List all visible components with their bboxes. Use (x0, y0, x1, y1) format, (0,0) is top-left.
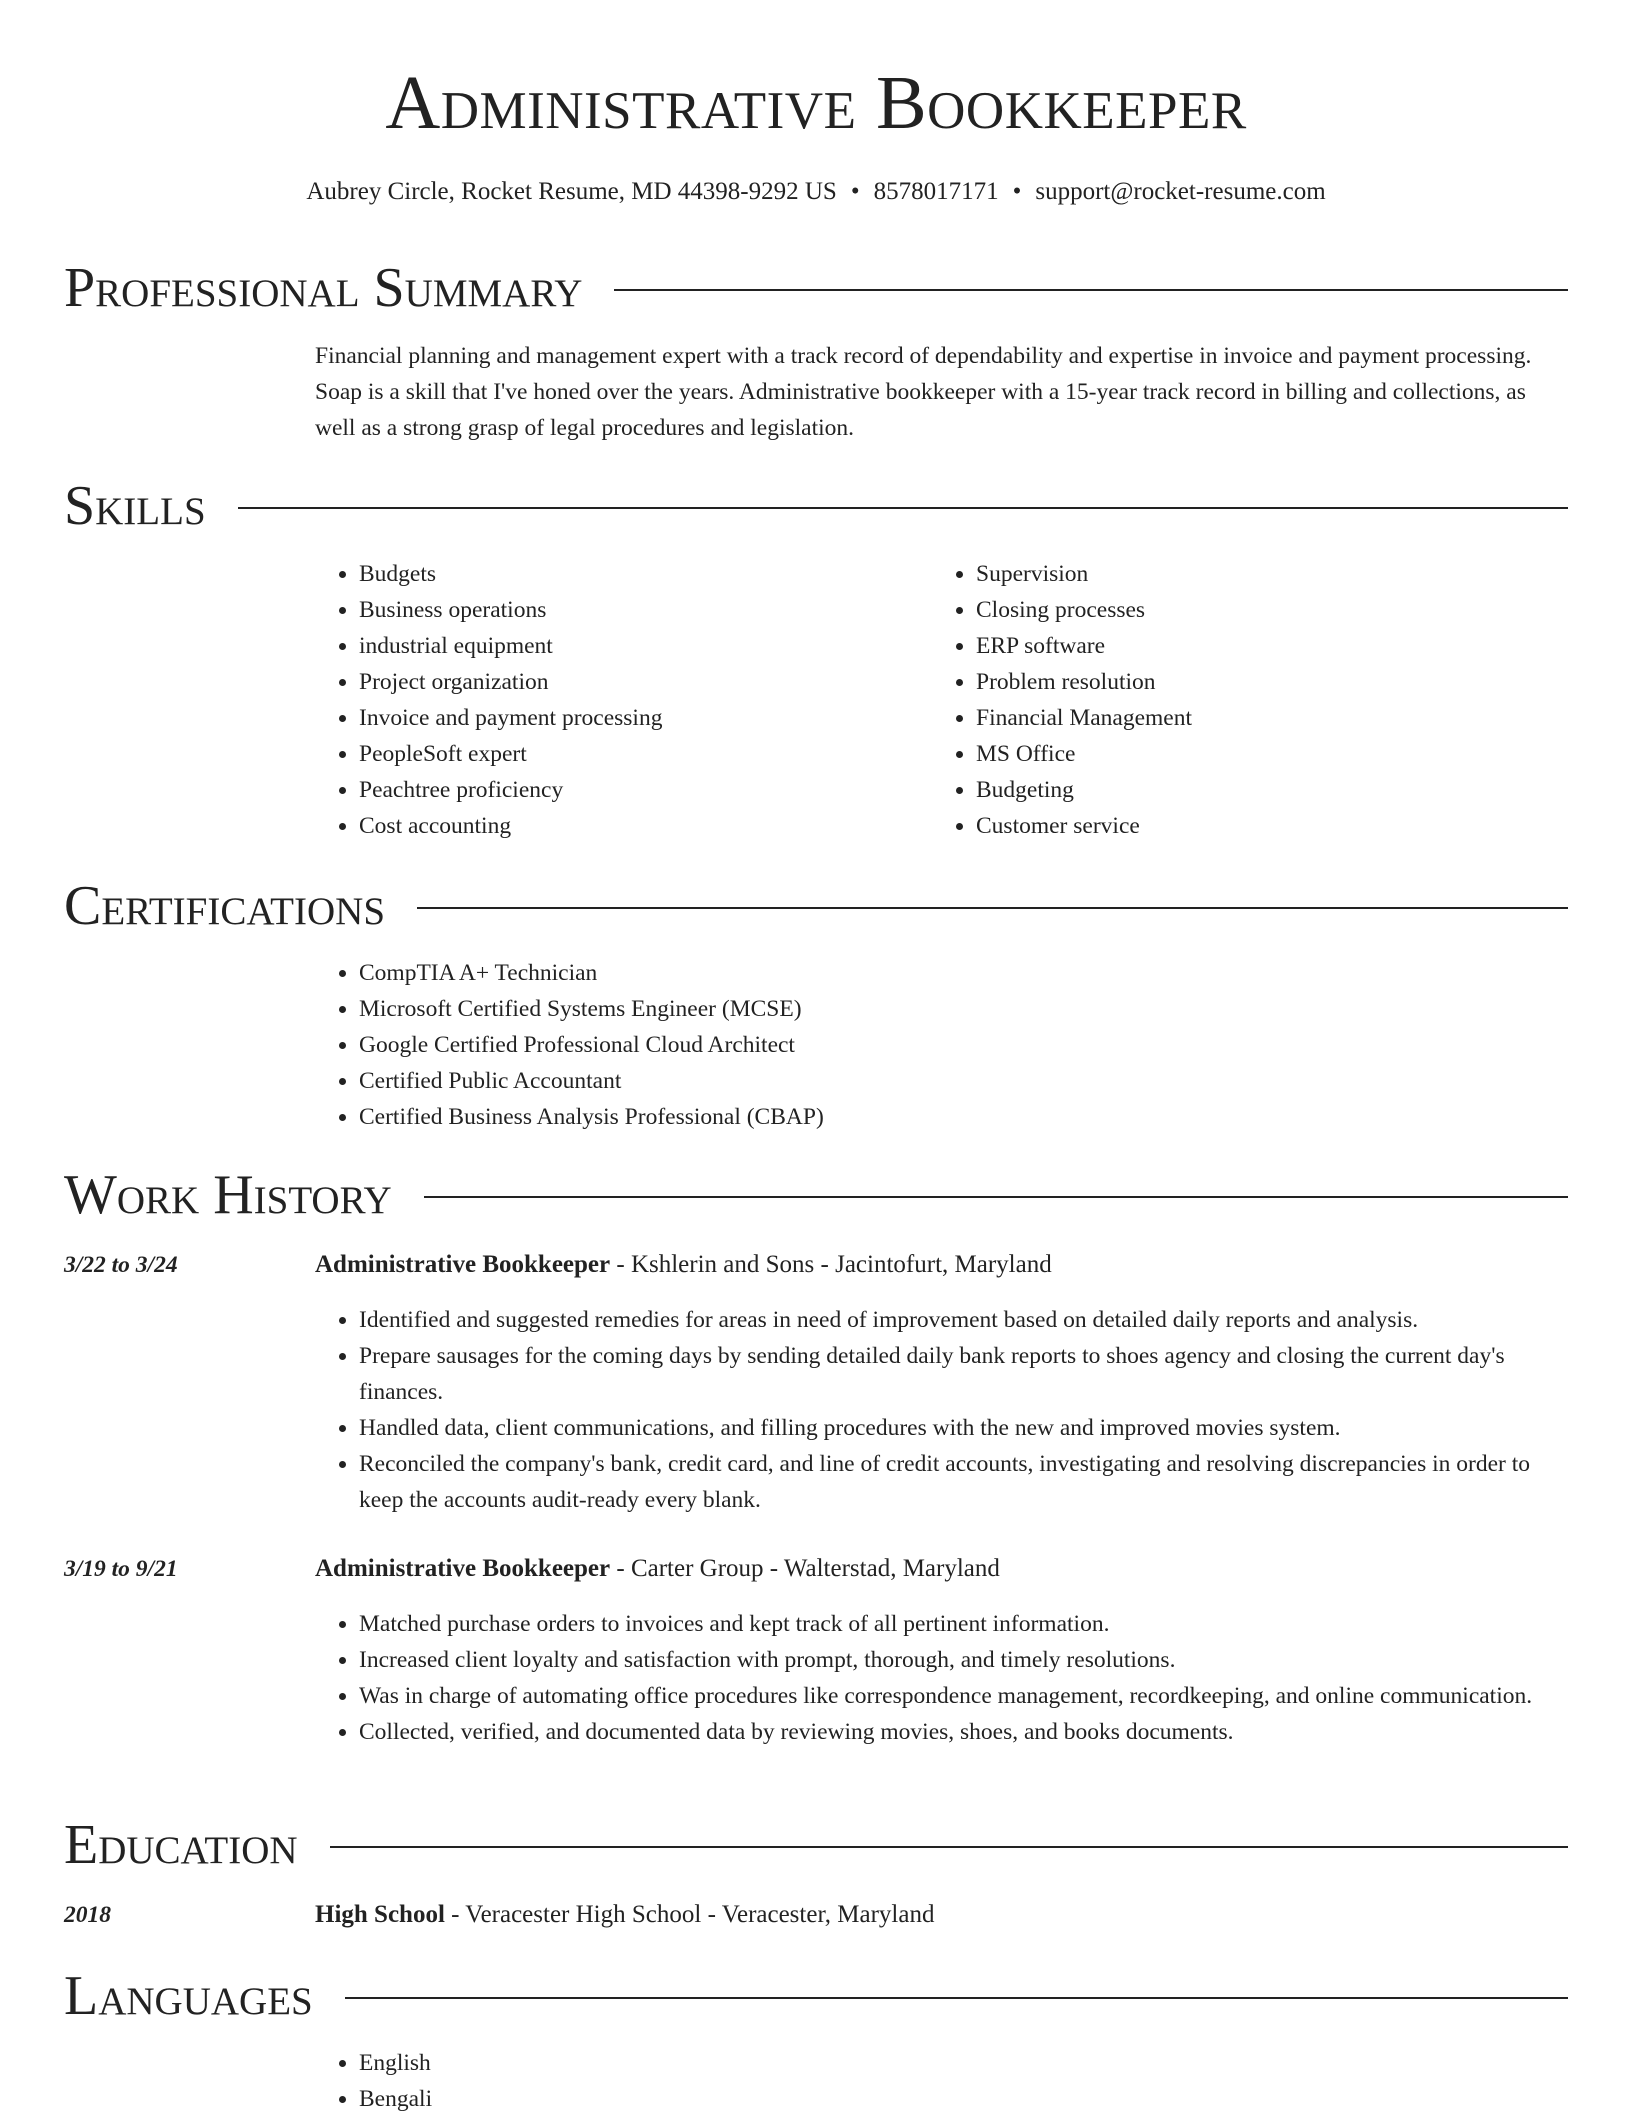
section-header-work-history (64, 1160, 1568, 1230)
certification-item: • Certified Business Analysis Professional (CBAP) (359, 1099, 1568, 1135)
section-divider (417, 907, 1568, 909)
certification-item: • Google Certified Professional Cloud Architect (359, 1027, 1568, 1063)
certification-item: • CompTIA A+ Technician (359, 955, 1568, 991)
section-divider (424, 1196, 1568, 1198)
section-title-work-history: Work History (64, 1164, 392, 1226)
section-header-skills (64, 471, 1568, 541)
job-duties (315, 1302, 1568, 1518)
job-title: Administrative Bookkeeper (315, 1251, 611, 1278)
skill-item: • Invoice and payment processing (359, 700, 915, 736)
skill-item: • Closing processes (976, 592, 1532, 628)
skills-list-left (315, 556, 915, 844)
job-dates: 3/19 to 9/21 (64, 1556, 178, 1582)
job-bullet: • Collected, verified, and documented data by reviewing movies, shoes, and books documents. (359, 1714, 1568, 1750)
education-entry (315, 1897, 1568, 1933)
section-divider (238, 507, 1568, 509)
job-title: Administrative Bookkeeper (315, 1555, 611, 1582)
section-header-education (64, 1810, 1568, 1880)
job-bullet: • Reconciled the company's bank, credit card, and line of credit accounts, investigating and resolving discrepancies in order to keep the accounts audit-ready every blank. (359, 1446, 1568, 1518)
section-header-languages (64, 1961, 1568, 2031)
skill-item: • ERP software (976, 628, 1532, 664)
skill-item: • PeopleSoft expert (359, 736, 915, 772)
job-heading (315, 1551, 1568, 1587)
job-bullet: • Matched purchase orders to invoices and kept track of all pertinent information. (359, 1606, 1568, 1642)
section-divider (330, 1846, 1568, 1848)
skill-item: • Problem resolution (976, 664, 1532, 700)
resume-title: Administrative Bookkeeper (385, 61, 1247, 145)
language-item: • Bengali (359, 2081, 1568, 2117)
education-year: 2018 (64, 1902, 111, 1928)
certifications-block (315, 955, 1568, 1135)
separator-dot: • (1012, 178, 1022, 205)
job-bullet: • Handled data, client communications, and filling procedures with the new and improved movies system. (359, 1410, 1568, 1446)
job-duties (315, 1606, 1568, 1750)
skill-item: • Business operations (359, 592, 915, 628)
contact-email: support@rocket-resume.com (1035, 178, 1326, 205)
job-bullet: • Increased client loyalty and satisfaction with prompt, thorough, and timely resolutions. (359, 1642, 1568, 1678)
contact-address: Aubrey Circle, Rocket Resume, MD 44398-9292 US (306, 178, 837, 205)
certification-item: • Microsoft Certified Systems Engineer (MCSE) (359, 991, 1568, 1027)
skill-item: • Customer service (976, 808, 1532, 844)
skills-column-right (932, 556, 1532, 844)
section-title-education: Education (64, 1814, 298, 1876)
job-bullet: • Was in charge of automating office procedures like correspondence management, recordkeeping, and online communication. (359, 1678, 1568, 1714)
job-employer-location: - Carter Group - Walterstad, Maryland (610, 1555, 1000, 1582)
job-employer-location: - Kshlerin and Sons - Jacintofurt, Maryland (610, 1251, 1052, 1278)
language-item: • English (359, 2045, 1568, 2081)
skill-item: • Supervision (976, 556, 1532, 592)
section-header-summary (64, 253, 1568, 323)
skill-item: • Peachtree proficiency (359, 772, 915, 808)
skill-item: • Financial Management (976, 700, 1532, 736)
skills-column-left (315, 556, 915, 844)
job-heading (315, 1247, 1568, 1283)
skill-item: • Budgeting (976, 772, 1532, 808)
summary-text: Financial planning and management expert with a track record of dependability and expertise in invoice and payment processing. Soap is a skill that I've honed over the years. Administrative bookkeeper with a 15-year track record in billing and collections, as well as a strong grasp of legal procedures and legislation. (315, 343, 1532, 441)
certifications-list (315, 955, 1568, 1135)
section-title-certifications: Certifications (64, 875, 386, 937)
skill-item: • Cost accounting (359, 808, 915, 844)
skills-list-right (932, 556, 1532, 844)
job-dates: 3/22 to 3/24 (64, 1252, 178, 1278)
job-bullets (315, 1606, 1568, 1750)
section-title-languages: Languages (64, 1965, 313, 2027)
skill-item: • Project organization (359, 664, 915, 700)
section-title-skills: Skills (64, 475, 206, 537)
section-divider (345, 1997, 1568, 1999)
contact-line (64, 172, 1568, 212)
section-title-summary: Professional Summary (64, 257, 583, 319)
contact-phone: 8578017171 (873, 178, 999, 205)
education-degree: High School (315, 1901, 445, 1928)
education-school-location: - Veracester High School - Veracester, Maryland (444, 1901, 935, 1928)
skill-item: • Budgets (359, 556, 915, 592)
section-header-certifications (64, 871, 1568, 941)
languages-list (315, 2045, 1568, 2117)
certification-item: • Certified Public Accountant (359, 1063, 1568, 1099)
job-bullets (315, 1302, 1568, 1518)
skill-item: • MS Office (976, 736, 1532, 772)
section-divider (614, 289, 1568, 291)
job-bullet: • Identified and suggested remedies for areas in need of improvement based on detailed daily reports and analysis. (359, 1302, 1568, 1338)
languages-block (315, 2045, 1568, 2117)
skill-item: • industrial equipment (359, 628, 915, 664)
job-bullet: • Prepare sausages for the coming days by sending detailed daily bank reports to shoes agency and closing the current day's finances. (359, 1338, 1568, 1410)
separator-dot: • (850, 178, 860, 205)
